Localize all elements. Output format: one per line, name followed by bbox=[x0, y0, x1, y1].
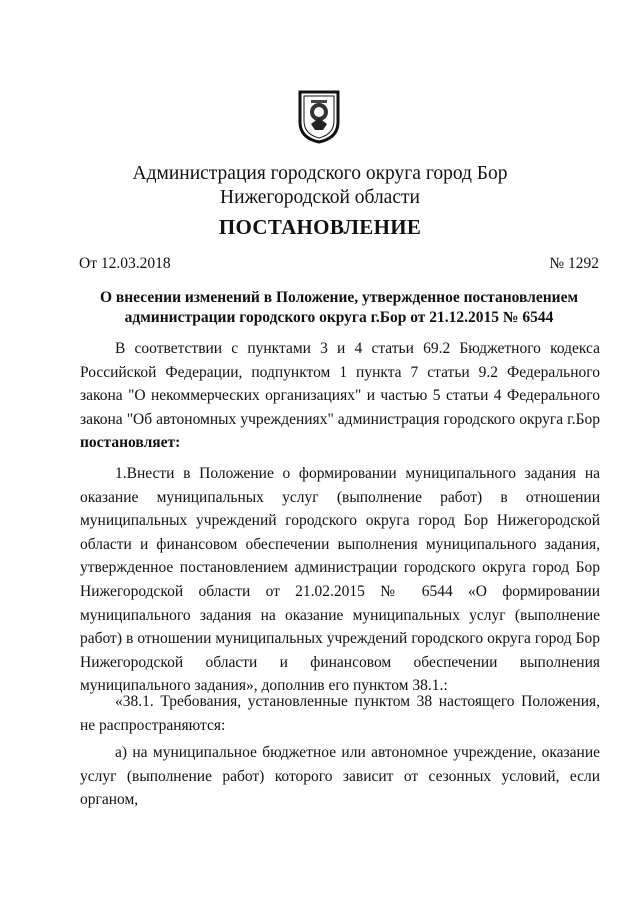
intro-paragraph bbox=[80, 337, 600, 455]
org-name-line2: Нижегородской области bbox=[220, 187, 420, 208]
document-subject bbox=[80, 288, 598, 328]
intro-text: В соответствии с пунктами 3 и 4 статьи 69.2 Бюджетного кодекса Российской Федерации, подпунктом 1 пункта 7 статьи 9.2 Федерального закона "О некоммерческих организациях" и частью 5 статьи 4 Федерального закона "Об автономных учреждениях" администрация городского округа г.Бор bbox=[80, 340, 600, 428]
emblem bbox=[297, 88, 341, 144]
org-name-line1: Администрация городского округа город Бор bbox=[132, 163, 508, 184]
document-type: ПОСТАНОВЛЕНИЕ bbox=[218, 215, 422, 239]
decree-word: постановляет: bbox=[80, 434, 181, 452]
subject-line1: О внесении изменений в Положение, утвержденное постановлением bbox=[99, 289, 579, 306]
bor-coat-of-arms-icon bbox=[297, 88, 341, 144]
document-number: № 1292 bbox=[549, 255, 599, 272]
sub-item-a-paragraph: а) на муниципальное бюджетное или автономное учреждение, оказание услуг (выполнение работ) которого зависит от сезонных условий, если органом, bbox=[80, 744, 600, 809]
document-date: От 12.03.2018 bbox=[79, 255, 171, 272]
subject-line2: администрации городского округа г.Бор от 21.12.2015 № 6544 bbox=[124, 309, 554, 326]
item-1-paragraph: 1.Внести в Положение о формировании муниципального задания на оказание муниципальных услуг (выполнение работ) в отношении муниципальных учреждений городского округа город Бор Нижегородской области и финансовом обеспечении выполнения муниципального задания, утвержденное постановлением администрации городского округа город Бор Нижегородской области от 21.02.2015 № 6544 «О формировании муниципального задания на оказание муниципальных услуг (выполнение работ) в отношении муниципальных учреждений городского округа город Бор Нижегородской области и финансовом обеспечении выполнения муниципального задания», дополнив его пунктом 38.1.: bbox=[80, 465, 600, 695]
quote-paragraph: «38.1. Требования, установленные пунктом 38 настоящего Положения, не распространяются: bbox=[80, 693, 600, 734]
